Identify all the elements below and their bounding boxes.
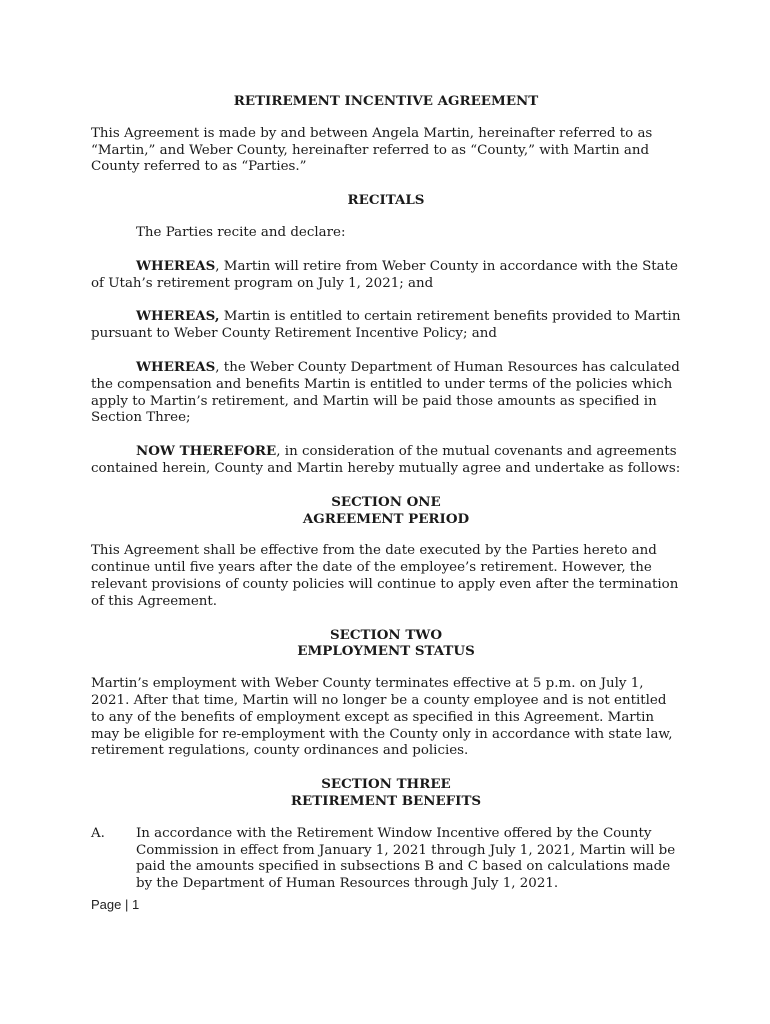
section-three-title: RETIREMENT BENEFITS	[290, 792, 482, 809]
whereas-text: Martin is entitled to certain retirement benefits provided to Martin pursuant to Weber County Retirement Incentive Policy; and	[91, 309, 681, 342]
document-title: RETIREMENT INCENTIVE AGREEMENT	[233, 93, 539, 109]
section-two-title: EMPLOYMENT STATUS	[297, 643, 475, 660]
whereas-paragraph-3	[91, 359, 681, 427]
now-therefore-keyword: NOW THEREFORE	[136, 443, 277, 460]
section-two-body: Martin’s employment with Weber County terminates effective at 5 p.m. on July 1, 2021. After that time, Martin will no longer be a county employee and is not entitled to any of the benefits of employment except as specified in this Agreement. Martin may be eligible for re-employment with the County only in accordance with state law, retirement regulations, county ordinances and policies.	[91, 676, 673, 759]
item-text: In accordance with the Retirement Window Incentive offered by the County Commission in effect from January 1, 2021 through July 1, 2021, Martin will be paid the amounts specified in subsections B and C based on calculations made by the Department of Human Resources through July 1, 2021.	[136, 825, 676, 892]
whereas-keyword: WHEREAS	[136, 257, 216, 274]
recitals-heading: RECITALS	[347, 192, 425, 209]
now-therefore-paragraph	[91, 443, 681, 478]
whereas-paragraph-1	[91, 258, 681, 293]
document-page	[91, 93, 681, 893]
section-two-number: SECTION TWO	[330, 626, 442, 643]
recitals-lead: The Parties recite and declare:	[136, 224, 346, 240]
section-one-title: AGREEMENT PERIOD	[302, 510, 470, 527]
now-therefore-text: , in consideration of the mutual covenants and agreements contained herein, County and Martin hereby mutually agree and undertake as follows:	[91, 444, 681, 476]
whereas-keyword: WHEREAS,	[136, 308, 220, 325]
section-one-body: This Agreement shall be effective from the date executed by the Parties hereto and continue until five years after the date of the employee’s retirement. However, the relevant provisions of county policies will continue to apply even after the termination of this Agreement.	[91, 543, 679, 609]
section-three-item-a	[91, 826, 681, 893]
whereas-paragraph-2	[91, 308, 681, 343]
item-letter: A.	[91, 825, 105, 841]
intro-paragraph: This Agreement is made by and between Angela Martin, hereinafter referred to as “Martin,” and Weber County, hereinafter referred to as “County,” with Martin and County referred to as “Parties.”	[91, 125, 653, 175]
whereas-text: , Martin will retire from Weber County in accordance with the State of Utah’s retirement program on July 1, 2021; and	[91, 258, 678, 291]
section-three-number: SECTION THREE	[321, 776, 451, 793]
whereas-keyword: WHEREAS	[136, 358, 216, 375]
page-number-footer: Page | 1	[91, 897, 140, 912]
section-one-number: SECTION ONE	[331, 493, 441, 510]
whereas-text: , the Weber County Department of Human Resources has calculated the compensation and benefits Martin is entitled to under terms of the policies which apply to Martin’s retirement, and Martin will be paid those amounts as specified in Section Three;	[91, 359, 680, 426]
